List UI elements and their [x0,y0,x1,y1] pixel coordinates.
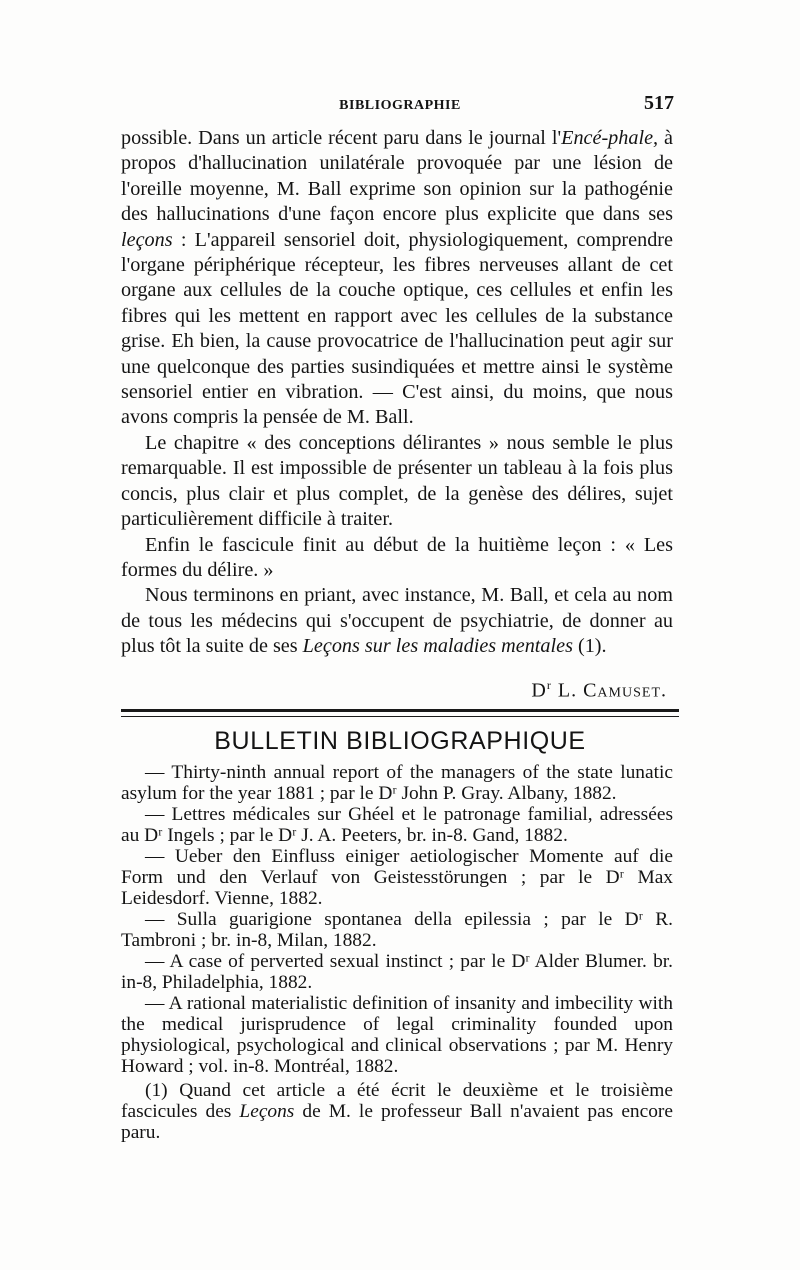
bibliography-entry: — A case of perverted sexual instinct ; par le Dʳ Alder Blumer. br. in-8, Philadelphia, 1882. [121,951,673,993]
page-number: 517 [644,92,674,114]
paragraph-4 [121,583,673,659]
lecons-italic: leçons [121,228,173,251]
bibliography-list [121,762,673,1077]
footnote-text [121,1080,673,1143]
paragraph-1-text-a: possible. Dans un article récent paru dans le journal l' [121,127,562,149]
paragraph-1-text-c: : L'appareil sensoriel doit, physiologiquement, comprendre l'organe périphérique récepteur, les fibres nerveuses allant de cet organe aux cellules de la couche optique, ces cellules et enfin les fibres qui les mettent en rapport avec les cellules de la substance grise. Eh bien, la cause provocatrice de l'hallucination peut agir sur une quelconque des parties susindiquées et mettre ainsi le système sensoriel entier en vibration. — C'est ainsi, du moins, que nous avons compris la pensée de M. Ball. [121,228,673,429]
bibliography-entry: — Thirty-ninth annual report of the managers of the state lunatic asylum for the year 1881 ; par le Dʳ John P. Gray. Albany, 1882. [121,762,673,804]
footnote [121,1080,673,1143]
bibliography-entry: — Ueber den Einfluss einiger aetiologischer Momente auf die Form und den Verlauf von Geistesstörungen ; par le Dʳ Max Leidesdorf. Vienne, 1882. [121,846,673,909]
paragraph-2: Le chapitre « des conceptions délirantes » nous semble le plus remarquable. Il est impossible de présenter un tableau à la fois plus concis, plus clair et plus complet, de la genèse des délires, sujet particulièrement difficile à traiter. [121,431,673,531]
book-title-italic: Leçons sur les maladies mentales [302,635,573,658]
bibliography-entry: — A rational materialistic definition of insanity and imbecility with the medical jurisprudence of legal criminality founded upon physiological, psychological and clinical observations ; par M. Henry Howard ; vol. in-8. Montréal, 1882. [121,993,673,1077]
bibliography-entry: — Sulla guarigione spontanea della epilessia ; par le Dʳ R. Tambroni ; br. in-8, Milan, 1882. [121,909,673,951]
author-signature [121,678,667,703]
footnote-italic: Leçons [239,1101,295,1122]
running-head: BIBLIOGRAPHIE [339,98,461,113]
paragraph-4-text-a: Nous terminons en priant, avec instance, M. Ball, et cela au nom de tous les médecins qui s'occupent de psychiatrie, de donner au plus tôt la suite de ses [121,584,673,658]
signature-name: L. Camuset. [557,679,667,702]
section-divider-thin [121,716,679,717]
journal-title-italic: Encé-phale, [561,127,659,149]
footnote-text-a: (1) Quand cet article a été écrit le deuxième et le troisième fascicules des [121,1080,673,1122]
paragraph-1-text-b: à propos d'hallucination unilatérale provoquée par une lésion de l'oreille moyenne, M. Ball exprime son opinion sur la pathogénie des hallucinations d'une façon encore plus explicite que dans ses [121,127,673,226]
paragraph-4-text-b: (1). [572,635,607,658]
section-title: BULLETIN BIBLIOGRAPHIQUE [214,727,586,755]
bibliography-entry: — Lettres médicales sur Ghéel et le patronage familial, adressées au Dʳ Ingels ; par le Dʳ J. A. Peeters, br. in-8. Gand, 1882. [121,804,673,846]
paragraph-1 [121,126,673,431]
signature-prefix: D [531,679,547,702]
review-text [121,126,673,660]
paragraph-3: Enfin le fascicule finit au début de la huitième leçon : « Les formes du délire. » [121,533,673,581]
footnote-text-b: de M. le professeur Ball n'avaient pas encore paru. [121,1101,673,1143]
page-header [120,92,680,116]
section-divider-thick [121,709,679,712]
signature-prefix-sup: r [546,678,552,692]
